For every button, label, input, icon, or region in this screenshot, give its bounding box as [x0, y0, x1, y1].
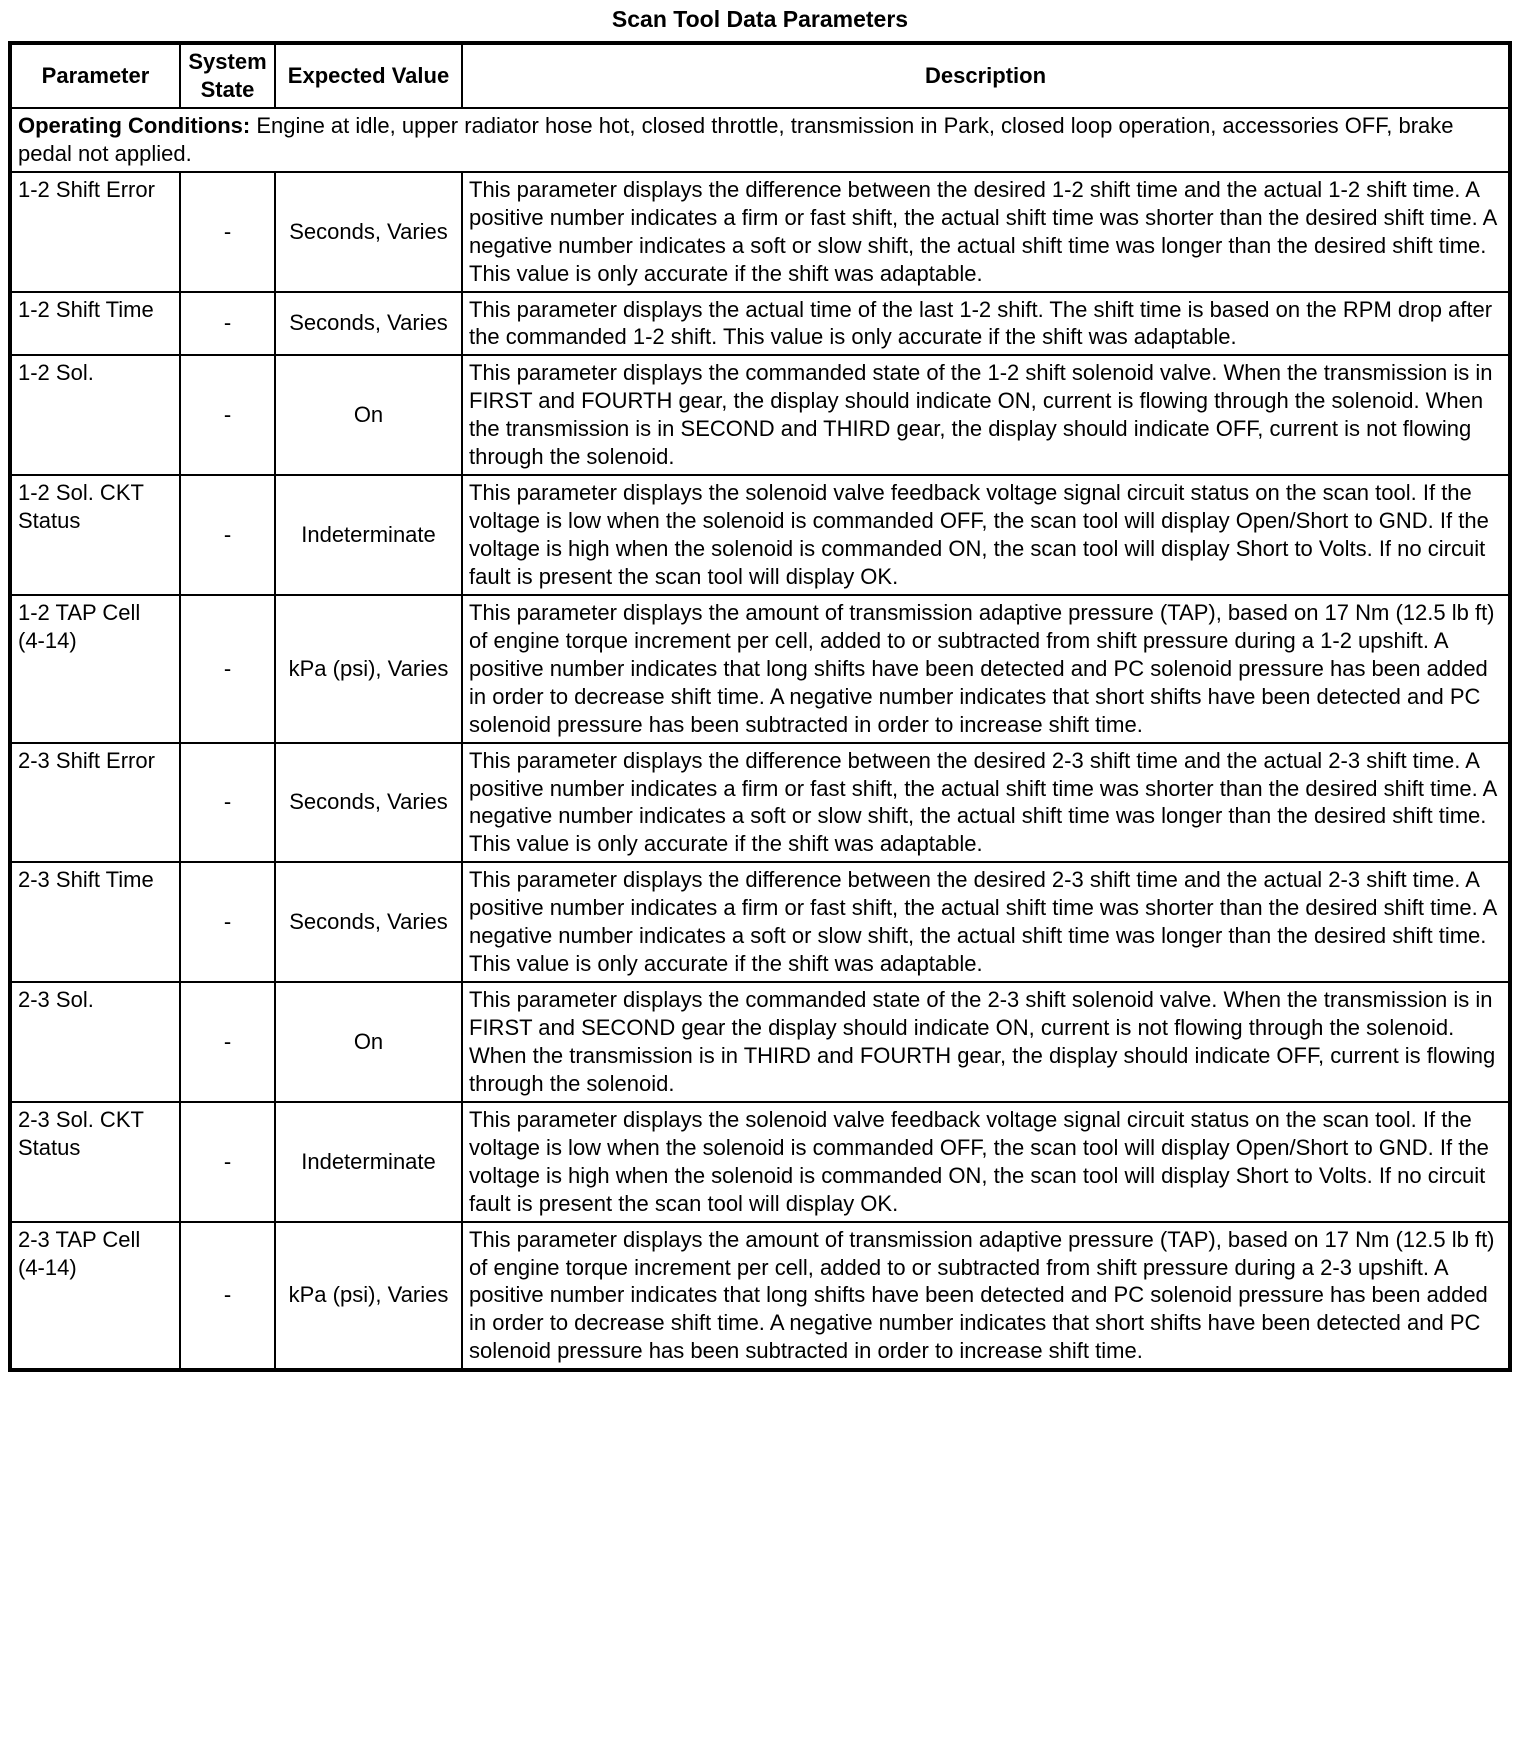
description-cell: This parameter displays the difference between the desired 2-3 shift time and the actual 2-3 shift time. A positive number indicates a firm or fast shift, the actual shift time was shorter than the desired shift time. A negative number indicates a soft or slow shift, the actual shift time was longer than the desired shift time. This value is only accurate if the shift was adaptable.	[462, 743, 1510, 863]
description-cell: This parameter displays the actual time of the last 1-2 shift. The shift time is based on the RPM drop after the commanded 1-2 shift. This value is only accurate if the shift was adaptable.	[462, 292, 1510, 356]
parameter-cell: 2-3 Shift Time	[10, 862, 180, 982]
system-state-cell: -	[180, 595, 275, 743]
expected-value-cell: On	[275, 355, 462, 475]
table-row	[10, 862, 1510, 982]
system-state-cell: -	[180, 1102, 275, 1222]
description-cell: This parameter displays the amount of transmission adaptive pressure (TAP), based on 17 Nm (12.5 lb ft) of engine torque increment per cell, added to or subtracted from shift pressure during a 1-2 upshift. A positive number indicates that long shifts have been detected and PC solenoid pressure has been added in order to decrease shift time. A negative number indicates that short shifts have been detected and PC solenoid pressure has been subtracted in order to increase shift time.	[462, 595, 1510, 743]
table-row	[10, 1222, 1510, 1371]
scan-tool-data-table	[8, 41, 1512, 1372]
page-title: Scan Tool Data Parameters	[611, 6, 909, 32]
description-cell: This parameter displays the solenoid valve feedback voltage signal circuit status on the scan tool. If the voltage is low when the solenoid is commanded OFF, the scan tool will display Open/Short to GND. If the voltage is high when the solenoid is commanded ON, the scan tool will display Short to Volts. If no circuit fault is present the scan tool will display OK.	[462, 475, 1510, 595]
expected-value-cell: kPa (psi), Varies	[275, 595, 462, 743]
expected-value-cell: Indeterminate	[275, 475, 462, 595]
parameter-cell: 2-3 Shift Error	[10, 743, 180, 863]
description-cell: This parameter displays the solenoid valve feedback voltage signal circuit status on the scan tool. If the voltage is low when the solenoid is commanded OFF, the scan tool will display Open/Short to GND. If the voltage is high when the solenoid is commanded ON, the scan tool will display Short to Volts. If no circuit fault is present the scan tool will display OK.	[462, 1102, 1510, 1222]
table-row	[10, 1102, 1510, 1222]
parameter-cell: 2-3 TAP Cell (4-14)	[10, 1222, 180, 1371]
expected-value-cell: On	[275, 982, 462, 1102]
expected-value-cell: Seconds, Varies	[275, 292, 462, 356]
column-header-description: Description	[462, 43, 1510, 108]
parameter-cell: 2-3 Sol.	[10, 982, 180, 1102]
table-row	[10, 172, 1510, 292]
parameter-cell: 1-2 Shift Error	[10, 172, 180, 292]
table-row	[10, 743, 1510, 863]
parameter-cell: 1-2 TAP Cell (4-14)	[10, 595, 180, 743]
expected-value-cell: Indeterminate	[275, 1102, 462, 1222]
table-row	[10, 475, 1510, 595]
system-state-cell: -	[180, 172, 275, 292]
parameter-cell: 1-2 Sol. CKT Status	[10, 475, 180, 595]
column-header-system-state: System State	[180, 43, 275, 108]
expected-value-cell: Seconds, Varies	[275, 743, 462, 863]
description-cell: This parameter displays the commanded state of the 2-3 shift solenoid valve. When the transmission is in FIRST and SECOND gear the display should indicate ON, current is not flowing through the solenoid. When the transmission is in THIRD and FOURTH gear, the display should indicate OFF, current is flowing through the solenoid.	[462, 982, 1510, 1102]
description-cell: This parameter displays the difference between the desired 1-2 shift time and the actual 1-2 shift time. A positive number indicates a firm or fast shift, the actual shift time was shorter than the desired shift time. A negative number indicates a soft or slow shift, the actual shift time was longer than the desired shift time. This value is only accurate if the shift was adaptable.	[462, 172, 1510, 292]
operating-conditions-row	[10, 108, 1510, 172]
system-state-cell: -	[180, 355, 275, 475]
expected-value-cell: Seconds, Varies	[275, 862, 462, 982]
description-cell: This parameter displays the commanded state of the 1-2 shift solenoid valve. When the transmission is in FIRST and FOURTH gear, the display should indicate ON, current is flowing through the solenoid. When the transmission is in SECOND and THIRD gear, the display should indicate OFF, current is not flowing through the solenoid.	[462, 355, 1510, 475]
system-state-cell: -	[180, 743, 275, 863]
operating-conditions-label: Operating Conditions:	[18, 112, 251, 138]
description-cell: This parameter displays the amount of transmission adaptive pressure (TAP), based on 17 Nm (12.5 lb ft) of engine torque increment per cell, added to or subtracted from shift pressure during a 2-3 upshift. A positive number indicates that long shifts have been detected and PC solenoid pressure has been added in order to decrease shift time. A negative number indicates that short shifts have been detected and PC solenoid pressure has been subtracted in order to increase shift time.	[462, 1222, 1510, 1371]
parameter-cell: 2-3 Sol. CKT Status	[10, 1102, 180, 1222]
system-state-cell: -	[180, 862, 275, 982]
operating-conditions-text: Engine at idle, upper radiator hose hot, closed throttle, transmission in Park, closed loop operation, accessories OFF, brake pedal not applied.	[18, 112, 1454, 166]
description-cell: This parameter displays the difference between the desired 2-3 shift time and the actual 2-3 shift time. A positive number indicates a firm or fast shift, the actual shift time was shorter than the desired shift time. A negative number indicates a soft or slow shift, the actual shift time was longer than the desired shift time. This value is only accurate if the shift was adaptable.	[462, 862, 1510, 982]
operating-conditions-cell	[10, 108, 1510, 172]
expected-value-cell: Seconds, Varies	[275, 172, 462, 292]
system-state-cell: -	[180, 982, 275, 1102]
system-state-cell: -	[180, 292, 275, 356]
column-header-parameter: Parameter	[10, 43, 180, 108]
system-state-cell: -	[180, 475, 275, 595]
system-state-cell: -	[180, 1222, 275, 1371]
header-row	[10, 43, 1510, 108]
parameter-cell: 1-2 Sol.	[10, 355, 180, 475]
table-row	[10, 982, 1510, 1102]
column-header-expected-value: Expected Value	[275, 43, 462, 108]
table-row	[10, 292, 1510, 356]
expected-value-cell: kPa (psi), Varies	[275, 1222, 462, 1371]
parameter-cell: 1-2 Shift Time	[10, 292, 180, 356]
table-row	[10, 595, 1510, 743]
table-row	[10, 355, 1510, 475]
